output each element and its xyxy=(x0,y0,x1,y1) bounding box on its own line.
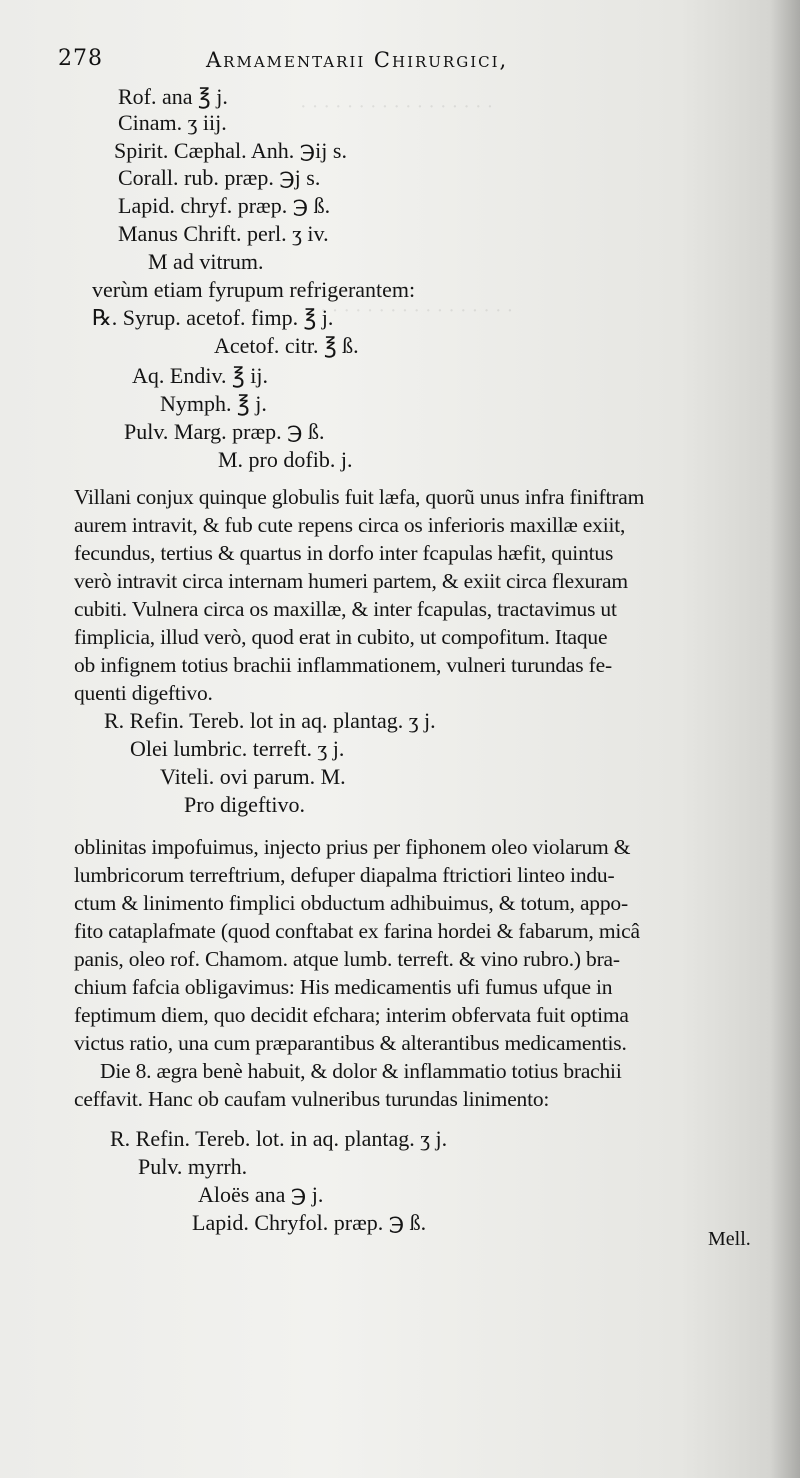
text-line: ctum & linimento fimplici obductum adhibuimus, & totum, appo- xyxy=(74,891,628,915)
text-line: cubiti. Vulnera circa os maxillæ, & inter fcapulas, tractavimus ut xyxy=(74,597,617,621)
text-line: Pulv. myrrh. xyxy=(138,1154,248,1179)
text-line: ceffavit. Hanc ob caufam vulneribus turundas linimento: xyxy=(74,1087,550,1111)
text-line: aurem intravit, & fub cute repens circa os inferioris maxillæ exiit, xyxy=(74,513,626,537)
text-line: ℞. Syrup. acetof. fimp. ℥ j. xyxy=(92,305,334,330)
running-title: Armamentarii Chirurgici, xyxy=(206,48,509,72)
running-header xyxy=(58,44,618,76)
text-line: Pro digeftivo. xyxy=(184,792,305,817)
text-line: victus ratio, una cum præparantibus & alterantibus medicamentis. xyxy=(74,1031,627,1055)
text-line: R. Refin. Tereb. lot. in aq. plantag. ʒ j. xyxy=(110,1126,448,1151)
text-line: Lapid. Chryfol. præp. ℈ ß. xyxy=(192,1210,427,1235)
text-line: Nymph. ℥ j. xyxy=(160,391,267,416)
text-line: quenti digeftivo. xyxy=(74,681,213,705)
text-line: Die 8. ægra benè habuit, & dolor & inflammatio totius brachii xyxy=(100,1059,622,1083)
text-line: M. pro dofib. j. xyxy=(218,447,353,472)
show-through-text: · · · · · · · · · · · · · · · · · xyxy=(320,300,514,322)
text-line: R. Refin. Tereb. lot in aq. plantag. ʒ j. xyxy=(104,708,436,733)
text-line: Corall. rub. præp. ℈j s. xyxy=(118,165,321,190)
text-line: lumbricorum terreftrium, defuper diapalma ftrictiori linteo indu- xyxy=(74,863,615,887)
text-line: fito cataplafmate (quod conftabat ex farina hordei & fabarum, micâ xyxy=(74,919,640,943)
text-line: Manus Chrift. perl. ʒ iv. xyxy=(118,221,329,246)
text-line: Spirit. Cæphal. Anh. ℈ij s. xyxy=(114,138,347,163)
show-through-text: · · · · · · · · · · · · · · · · · xyxy=(300,96,494,118)
text-line: ob infignem totius brachii inflammationem, vulneri turundas fe- xyxy=(74,653,612,677)
text-line: Aloës ana ℈ j. xyxy=(198,1182,324,1207)
text-line: Cinam. ʒ iij. xyxy=(118,110,227,135)
catchword: Mell. xyxy=(708,1228,751,1250)
page-number: 278 xyxy=(58,46,103,71)
text-line: Viteli. ovi parum. M. xyxy=(160,764,346,789)
text-line: Rof. ana ℥ j. xyxy=(118,84,228,109)
text-line: Lapid. chryf. præp. ℈ ß. xyxy=(118,193,331,218)
text-line: chium fafcia obligavimus: His medicamentis ufi fumus ufque in xyxy=(74,975,613,999)
text-line: panis, oleo rof. Chamom. atque lumb. terreft. & vino rubro.) bra- xyxy=(74,947,620,971)
text-line: fecundus, tertius & quartus in dorfo inter fcapulas hæfit, quintus xyxy=(74,541,614,565)
text-line: fimplicia, illud verò, quod erat in cubito, ut compofitum. Itaque xyxy=(74,625,608,649)
page-gutter-shadow xyxy=(770,0,800,1478)
text-line: verùm etiam fyrupum refrigerantem: xyxy=(92,277,416,302)
text-line: oblinitas impofuimus, injecto prius per fiphonem oleo violarum & xyxy=(74,835,631,859)
text-line: Aq. Endiv. ℥ ij. xyxy=(132,363,268,388)
text-line: feptimum diem, quo decidit efchara; interim obfervata fuit optima xyxy=(74,1003,629,1027)
text-line: Acetof. citr. ℥ ß. xyxy=(214,333,359,358)
text-line: Villani conjux quinque globulis fuit læfa, quorũ unus infra finiftram xyxy=(74,485,645,509)
text-line: M ad vitrum. xyxy=(148,249,264,274)
text-line: verò intravit circa internam humeri partem, & exiit circa flexuram xyxy=(74,569,628,593)
text-line: Pulv. Marg. præp. ℈ ß. xyxy=(124,419,325,444)
text-line: Olei lumbric. terreft. ʒ j. xyxy=(130,736,345,761)
